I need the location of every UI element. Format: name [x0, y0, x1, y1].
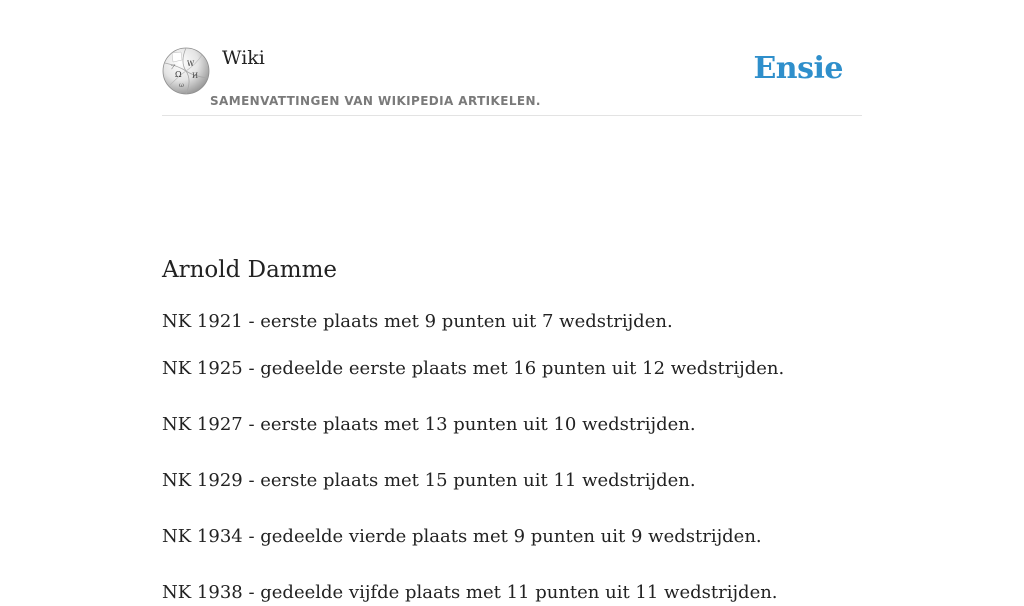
article-paragraph: NK 1938 - gedeelde vijfde plaats met 11 punten uit 11 wedstrijden. [162, 582, 778, 603]
article-paragraph: NK 1927 - eerste plaats met 13 punten uit 10 wedstrijden. [162, 414, 696, 435]
article-paragraph: NK 1925 - gedeelde eerste plaats met 16 punten uit 12 wedstrijden. [162, 358, 785, 379]
ensie-brand-link[interactable]: Ensie [753, 51, 843, 86]
site-name-link[interactable]: Wiki [222, 47, 265, 69]
article-paragraph: NK 1921 - eerste plaats met 9 punten uit 7 wedstrijden. [162, 311, 673, 332]
svg-text:W: W [187, 60, 195, 68]
page-container [162, 0, 862, 603]
site-header [162, 0, 862, 116]
svg-text:ω: ω [179, 82, 184, 89]
article-paragraph: NK 1929 - eerste plaats met 15 punten uit 11 wedstrijden. [162, 470, 696, 491]
page-title: Arnold Damme [162, 257, 338, 283]
wikipedia-globe-graphic [162, 47, 210, 95]
svg-text:ア: ア [170, 64, 177, 71]
article-paragraph: NK 1934 - gedeelde vierde plaats met 9 punten uit 9 wedstrijden. [162, 526, 762, 547]
wikipedia-globe-icon[interactable] [162, 47, 210, 95]
site-tagline: SAMENVATTINGEN VAN WIKIPEDIA ARTIKELEN. [210, 94, 541, 108]
svg-text:И: И [192, 72, 199, 80]
svg-text:Ω: Ω [175, 70, 182, 79]
